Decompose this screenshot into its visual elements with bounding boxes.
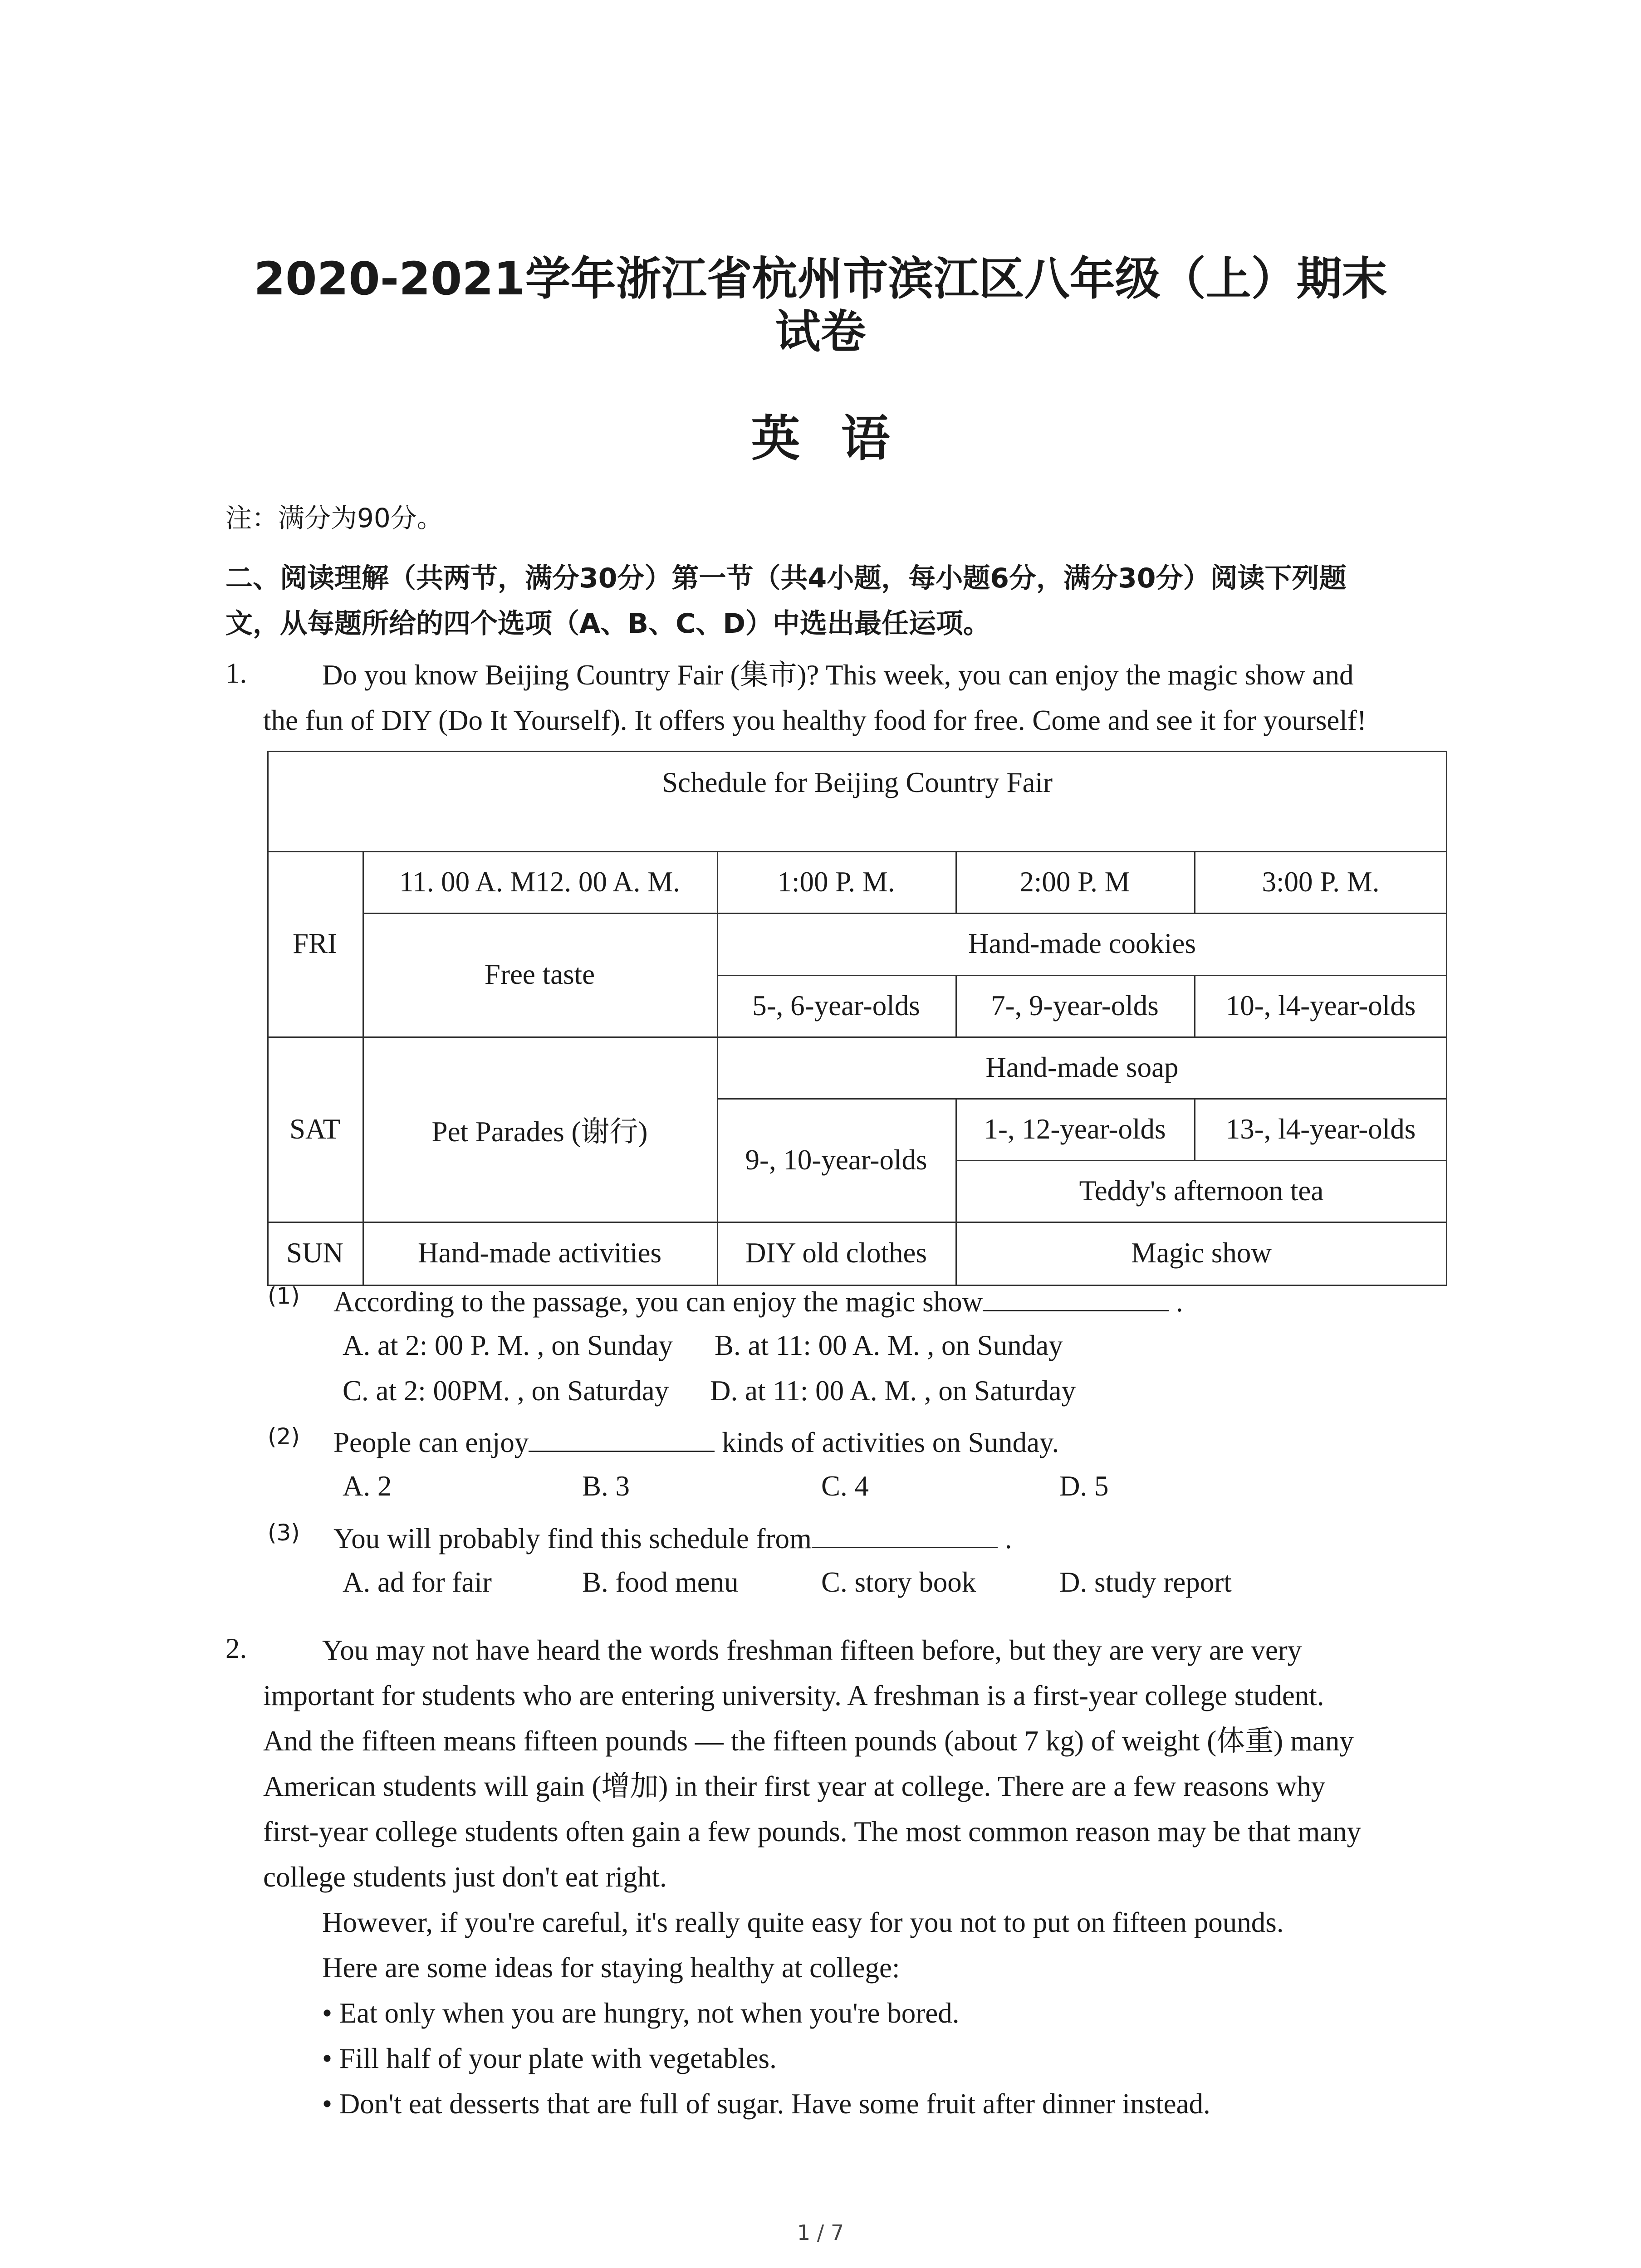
table-cell: Pet Parades (谢行) xyxy=(431,1115,648,1148)
table-cell: Hand-made soap xyxy=(985,1051,1179,1083)
passage-line: the fun of DIY (Do It Yourself). It offers you healthy food for free. Come and see it for yourself! xyxy=(263,704,1367,736)
subquestion-number: (1) xyxy=(268,1283,300,1309)
day-label: SUN xyxy=(286,1237,344,1269)
table-cell: Magic show xyxy=(1131,1237,1272,1269)
option-b[interactable]: B. at 11: 00 A. M. , on Sunday xyxy=(715,1330,1063,1361)
bullet-item: • Don't eat desserts that are full of sugar. Have some fruit after dinner instead. xyxy=(322,2088,1210,2120)
stem-text: You will probably find this schedule from xyxy=(333,1523,812,1554)
table-cell: Teddy's afternoon tea xyxy=(1079,1174,1324,1207)
time-header: 1:00 P. M. xyxy=(777,865,895,898)
table-cell: 1-, 12-year-olds xyxy=(984,1113,1166,1145)
table-cell: 7-, 9-year-olds xyxy=(991,989,1159,1022)
time-header: 2:00 P. M xyxy=(1019,865,1130,898)
table-title: Schedule for Beijing Country Fair xyxy=(662,766,1053,798)
subquestion-stem xyxy=(333,1284,1183,1320)
passage-line: And the fifteen means fifteen pounds — the fifteen pounds (about 7 kg) of weight (体重) many xyxy=(263,1725,1354,1757)
answer-blank[interactable] xyxy=(812,1521,998,1548)
option-d[interactable]: D. study report xyxy=(1059,1566,1232,1598)
passage-line: However, if you're careful, it's really quite easy for you not to put on fifteen pounds. xyxy=(322,1906,1284,1938)
option-b[interactable]: B. 3 xyxy=(582,1470,630,1502)
answer-blank[interactable] xyxy=(529,1425,715,1452)
table-cell: DIY old clothes xyxy=(745,1237,927,1269)
bullet-item: • Eat only when you are hungry, not when you're bored. xyxy=(322,1997,960,2029)
table-cell: 10-, l4-year-olds xyxy=(1225,989,1416,1022)
table-cell: Hand-made cookies xyxy=(968,928,1196,959)
day-label: FRI xyxy=(292,928,338,959)
section-instruction-line1: 二、阅读理解（共两节，满分30分）第一节（共4小题，每小题6分，满分30分）阅读下列题 xyxy=(225,562,1347,594)
option-a[interactable]: A. ad for fair xyxy=(343,1566,492,1598)
table-cell: Hand-made activities xyxy=(417,1237,662,1269)
passage-line: Do you know Beijing Country Fair (集市)? This week, you can enjoy the magic show and xyxy=(322,659,1354,691)
passage-line: important for students who are entering university. A freshman is a first-year college student. xyxy=(263,1680,1324,1711)
option-d[interactable]: D. 5 xyxy=(1059,1470,1109,1502)
passage-line: You may not have heard the words freshman fifteen before, but they are very are very xyxy=(322,1634,1302,1666)
option-c[interactable]: C. at 2: 00PM. , on Saturday xyxy=(343,1375,669,1407)
option-c[interactable]: C. story book xyxy=(821,1566,976,1598)
time-header: 3:00 P. M. xyxy=(1262,865,1380,898)
passage-line: Here are some ideas for staying healthy at college: xyxy=(322,1952,900,1984)
schedule-table xyxy=(267,751,1447,1286)
page-number: 1 / 7 xyxy=(797,2220,844,2245)
passage-line: first-year college students often gain a few pounds. The most common reason may be that many xyxy=(263,1816,1362,1848)
section-instruction-line2: 文，从每题所给的四个选项（A、B、C、D）中选出最任运项。 xyxy=(225,608,991,640)
stem-text: People can enjoy xyxy=(333,1427,529,1458)
exam-title-line2: 试卷 xyxy=(775,305,866,358)
option-c[interactable]: C. 4 xyxy=(821,1470,869,1502)
stem-end: . xyxy=(1004,1523,1012,1554)
option-d[interactable]: D. at 11: 00 A. M. , on Saturday xyxy=(710,1375,1076,1407)
question-number: 2. xyxy=(225,1633,247,1664)
question-number: 1. xyxy=(225,657,247,689)
bullet-item: • Fill half of your plate with vegetables. xyxy=(322,2043,777,2074)
table-cell: 13-, l4-year-olds xyxy=(1225,1113,1416,1145)
table-cell: 5-, 6-year-olds xyxy=(752,989,920,1022)
subquestion-stem xyxy=(333,1424,1059,1461)
option-a[interactable]: A. 2 xyxy=(343,1470,392,1502)
time-header: 11. 00 A. M12. 00 A. M. xyxy=(399,865,680,898)
subquestion-number: (2) xyxy=(268,1423,300,1450)
passage-line: American students will gain (增加) in their first year at college. There are a few reasons why xyxy=(263,1770,1326,1802)
option-b[interactable]: B. food menu xyxy=(582,1566,739,1598)
stem-end: kinds of activities on Sunday. xyxy=(722,1427,1059,1458)
score-note: 注：满分为90分。 xyxy=(225,503,443,533)
subquestion-number: (3) xyxy=(268,1520,300,1546)
table-cell: 9-, 10-year-olds xyxy=(745,1144,927,1176)
stem-end: . xyxy=(1176,1286,1183,1318)
option-a[interactable]: A. at 2: 00 P. M. , on Sunday xyxy=(343,1330,673,1361)
subject-heading: 英语 xyxy=(751,411,931,467)
subquestion-stem xyxy=(333,1520,1012,1557)
day-label: SAT xyxy=(289,1113,341,1145)
answer-blank[interactable] xyxy=(983,1285,1169,1311)
exam-title-line1: 2020-2021学年浙江省杭州市滨江区八年级（上）期末 xyxy=(254,252,1387,305)
passage-line: college students just don't eat right. xyxy=(263,1861,667,1893)
stem-text: According to the passage, you can enjoy the magic show xyxy=(333,1286,983,1318)
table-cell: Free taste xyxy=(484,958,595,990)
